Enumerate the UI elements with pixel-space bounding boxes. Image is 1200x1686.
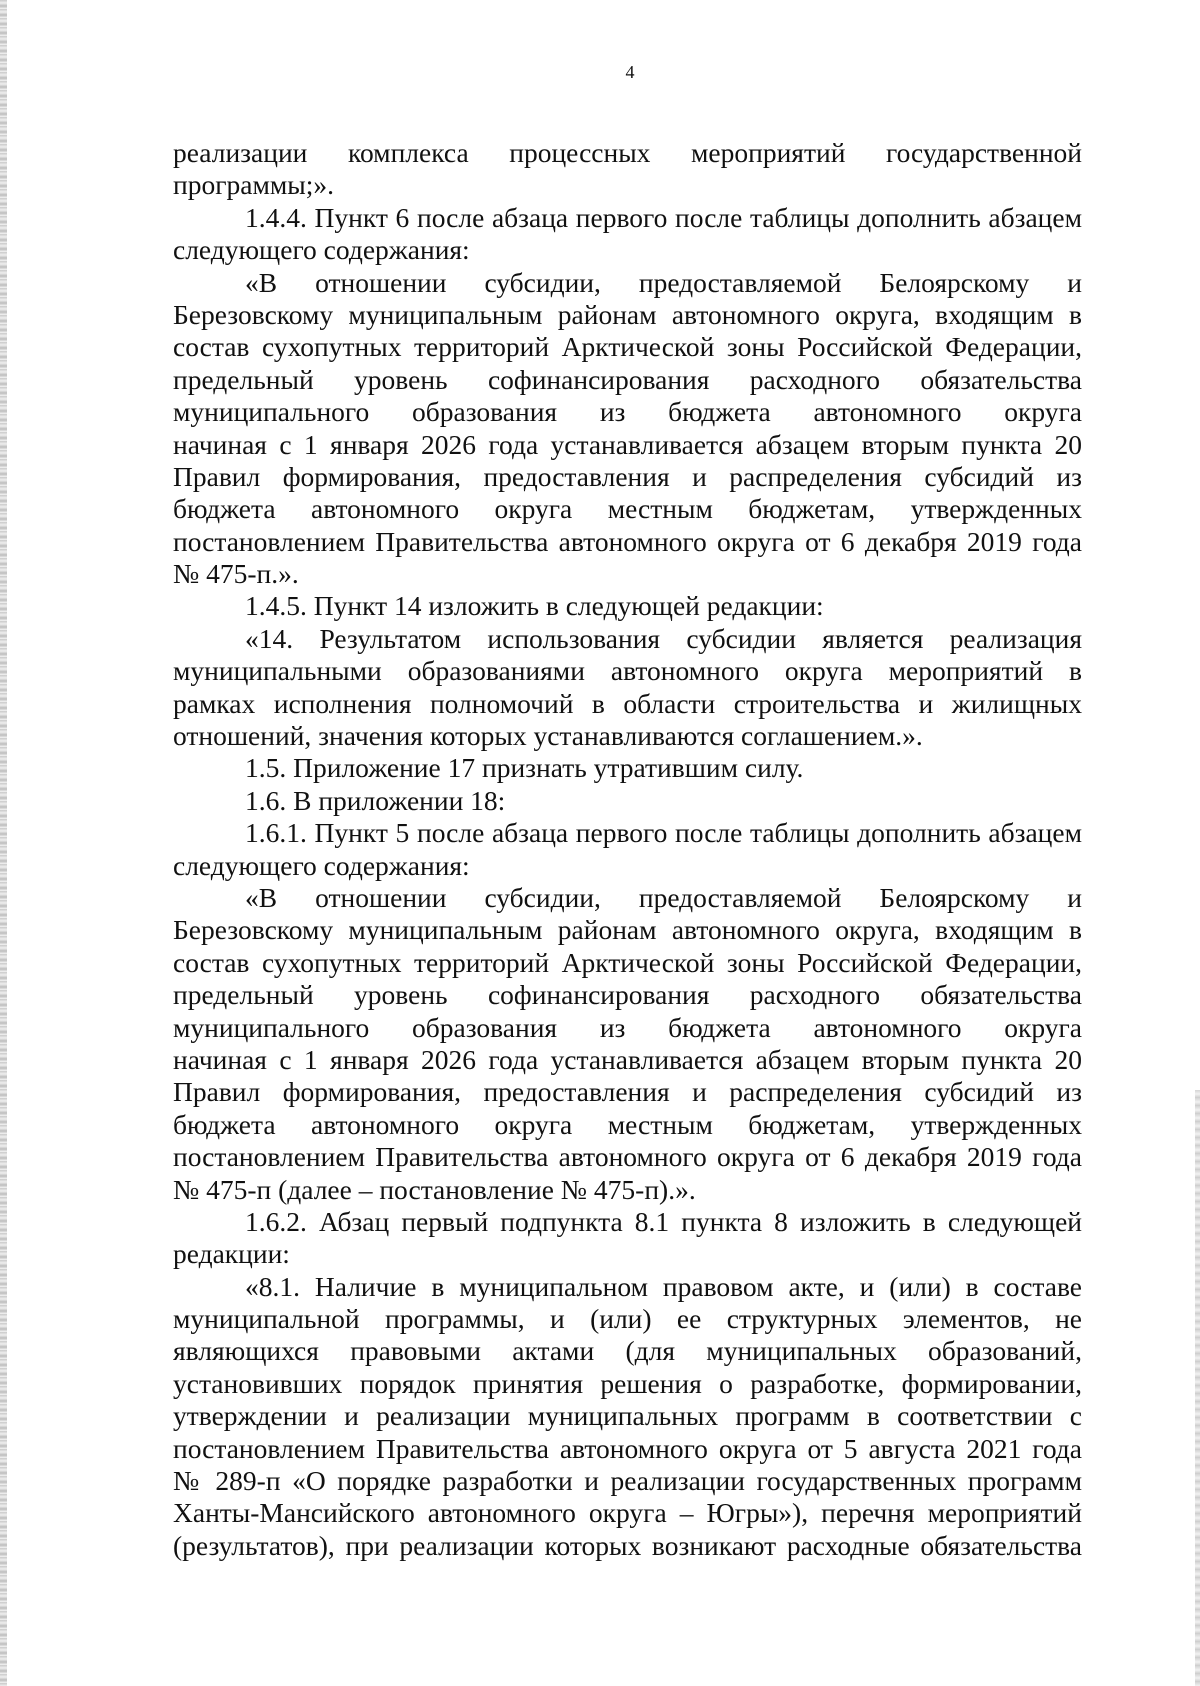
text-line: 1.6. В приложении 18:: [245, 784, 506, 816]
text-line: (результатов), при реализации которых возникают расходные обязательства: [173, 1529, 1082, 1561]
document-body: [173, 137, 1082, 1562]
text-line: предельный уровень софинансирования расходного обязательства: [173, 363, 1082, 395]
text-line: 1.5. Приложение 17 признать утратившим силу.: [245, 752, 804, 784]
text-line: № 289-п «О порядке разработки и реализации государственных программ: [173, 1465, 1082, 1497]
page-number: 4: [625, 62, 635, 82]
text-line: 1.6.1. Пункт 5 после абзаца первого после таблицы дополнить абзацем: [245, 817, 1082, 849]
text-line: Ханты-Мансийского автономного округа – Югры»), перечня мероприятий: [173, 1497, 1082, 1529]
text-line: программы;».: [173, 169, 334, 201]
text-line: Правил формирования, предоставления и распределения субсидий из: [173, 460, 1082, 492]
text-line: бюджета автономного округа местным бюджетам, утвержденных: [173, 1108, 1082, 1140]
text-line: утверждении и реализации муниципальных программ в соответствии с: [173, 1400, 1082, 1432]
text-line: Березовскому муниципальным районам автономного округа, входящим в: [173, 298, 1082, 330]
text-line: отношений, значения которых устанавливаются соглашением.».: [173, 720, 923, 752]
text-line: «В отношении субсидии, предоставляемой Белоярскому и: [245, 881, 1082, 913]
text-line: бюджета автономного округа местным бюджетам, утвержденных: [173, 493, 1082, 525]
text-line: муниципальными образованиями автономного округа мероприятий в: [173, 655, 1082, 687]
text-line: установивших порядок принятия решения о разработке, формировании,: [173, 1367, 1082, 1399]
text-line: муниципальной программы, и (или) ее структурных элементов, не: [173, 1303, 1082, 1335]
text-line: 1.4.4. Пункт 6 после абзаца первого после таблицы дополнить абзацем: [245, 201, 1082, 233]
text-line: являющихся правовыми актами (для муниципальных образований,: [173, 1335, 1082, 1367]
text-line: постановлением Правительства автономного округа от 6 декабря 2019 года: [173, 525, 1082, 557]
text-line: начиная с 1 января 2026 года устанавливается абзацем вторым пункта 20: [173, 1043, 1082, 1075]
text-line: Правил формирования, предоставления и распределения субсидий из: [173, 1076, 1082, 1108]
text-line: редакции:: [173, 1238, 290, 1270]
text-line: следующего содержания:: [173, 849, 470, 881]
text-line: постановлением Правительства автономного округа от 5 августа 2021 года: [173, 1432, 1082, 1464]
scan-edge-right: [1195, 1090, 1200, 1686]
text-line: «8.1. Наличие в муниципальном правовом акте, и (или) в составе: [245, 1270, 1082, 1302]
text-line: Березовскому муниципальным районам автономного округа, входящим в: [173, 914, 1082, 946]
text-line: состав сухопутных территорий Арктической зоны Российской Федерации,: [173, 331, 1082, 363]
scan-edge-left: [0, 0, 7, 1686]
text-line: 1.4.5. Пункт 14 изложить в следующей редакции:: [245, 590, 824, 622]
text-line: «14. Результатом использования субсидии является реализация: [245, 622, 1082, 654]
text-line: предельный уровень софинансирования расходного обязательства: [173, 979, 1082, 1011]
text-line: 1.6.2. Абзац первый подпункта 8.1 пункта 8 изложить в следующей: [245, 1205, 1082, 1237]
text-line: муниципального образования из бюджета автономного округа: [173, 1011, 1082, 1043]
text-line: муниципального образования из бюджета автономного округа: [173, 396, 1082, 428]
text-line: № 475-п (далее – постановление № 475-п).».: [173, 1173, 696, 1205]
text-line: начиная с 1 января 2026 года устанавливается абзацем вторым пункта 20: [173, 428, 1082, 460]
text-line: № 475-п.».: [173, 558, 299, 590]
text-line: постановлением Правительства автономного округа от 6 декабря 2019 года: [173, 1141, 1082, 1173]
text-line: реализации комплекса процессных мероприятий государственной: [173, 137, 1082, 168]
text-line: следующего содержания:: [173, 234, 470, 266]
text-line: «В отношении субсидии, предоставляемой Белоярскому и: [245, 266, 1082, 298]
text-line: состав сухопутных территорий Арктической зоны Российской Федерации,: [173, 946, 1082, 978]
text-line: рамках исполнения полномочий в области строительства и жилищных: [173, 687, 1082, 719]
